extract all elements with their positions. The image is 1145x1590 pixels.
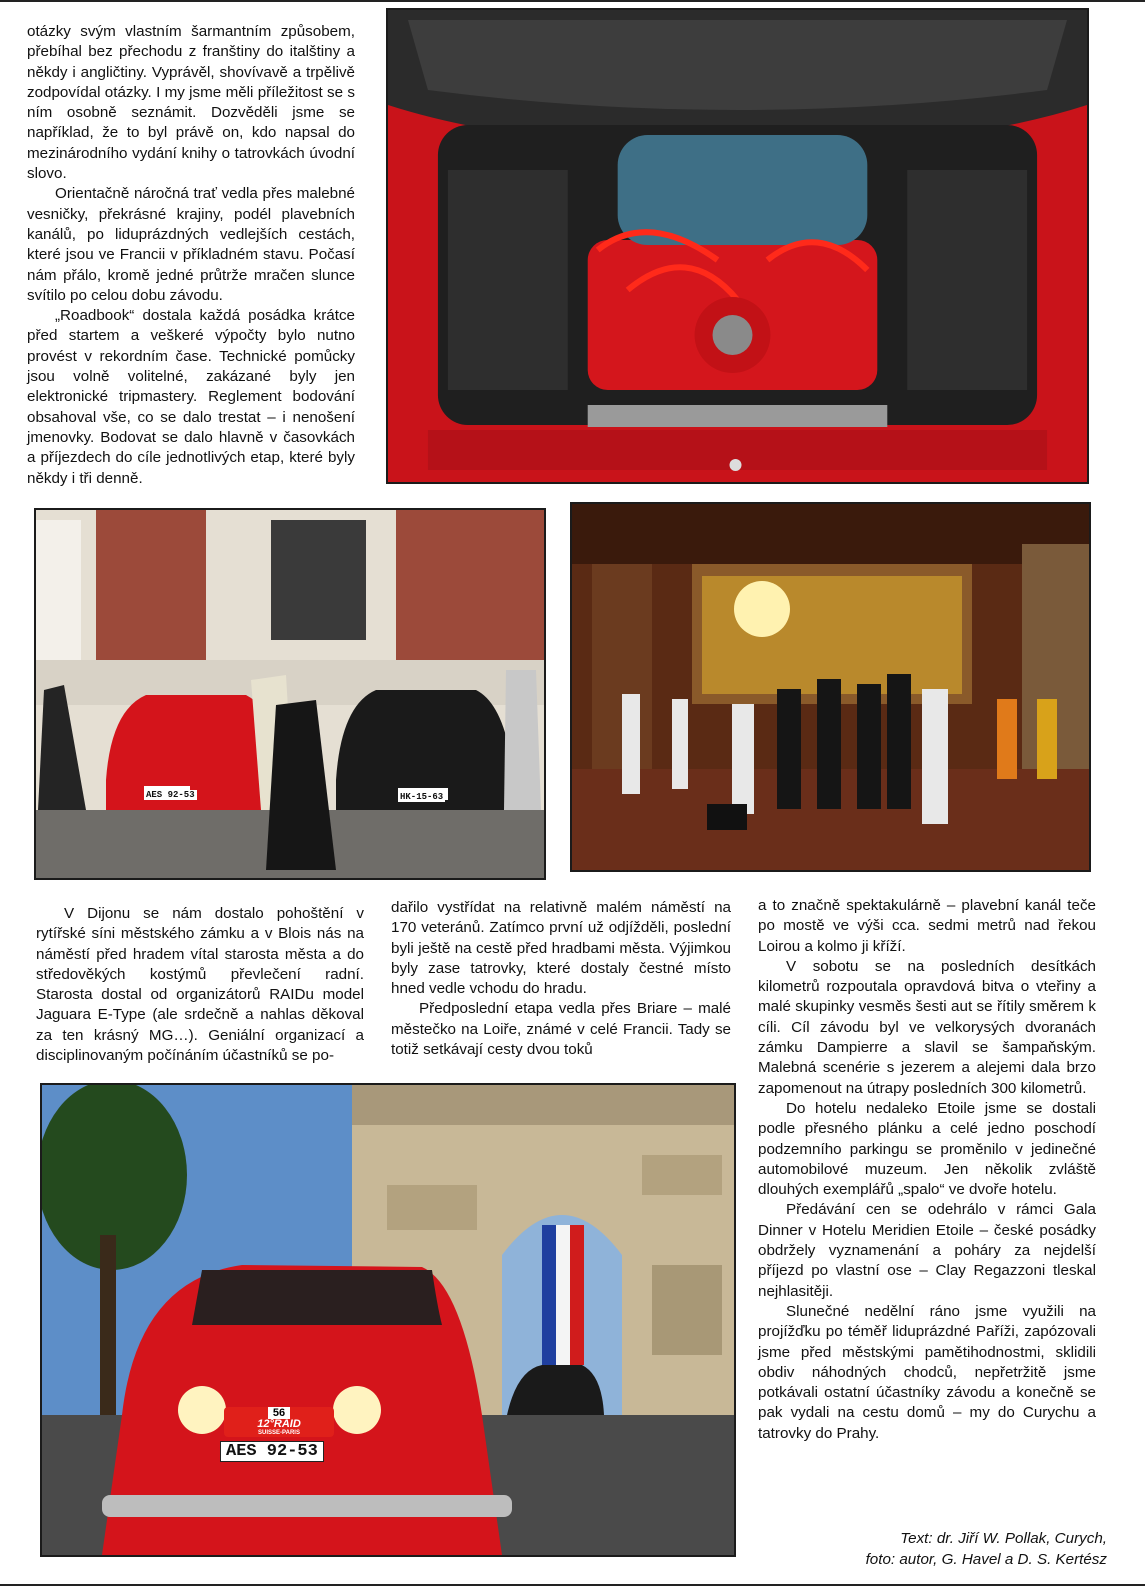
credit-text: Text: dr. Jiří W. Pollak, Curych, [900,1530,1107,1547]
text-column-top-left [27,22,355,489]
paragraph: V Dijonu se nám dostalo pohoštění v rytířské síni městského zámku a v Blois nás na náměstí před hradem vítal starosta města a do středověkých kostýmů převlečení radní. Starosta dostal od organizátorů RAIDu model Jaguara E-Type (ale srdečně a nahlas děkoval za ten krásný MG…). Geniální organizací a disciplinovaným počínáním účastníků se po- [36,905,364,1065]
paragraph: otázky svým vlastním šarmantním způsobem, přebíhal bez přechodu z franštiny do italštiny a někdy i angličtiny. Vyprávěl, shovívavě a trpělivě zodpovídal otázky. I my jsme měli příležitost se s ním osobně seznámit. Dozvěděli jsme se například, že to byl právě on, kdo napsal do mezinárodního vydání knihy o tatrovkách úvodní slovo. [27,23,355,183]
license-plate-left: AES 92-53 [146,790,195,800]
paragraph: V sobotu se na posledních desítkách kilometrů rozpoutala opravdová bitva o vteřiny a malé skupinky vesměs šesti aut se řítily směrem k cíli. Cíl závodu byl ve velkorysých dvoranách zámku Dampierre a slavil se šampaňským. Malebná scenérie s jezerem a alejemi dala brzo zapomenout na útrapy posledních 300 kilometrů. [758,957,1096,1097]
text-column-middle-left [36,904,364,1066]
paragraph: Předposlední etapa vedla přes Briare – malé městečko na Loiře, známé v celé Francii. Tady se totiž setkávají cesty dvou toků [391,1000,731,1059]
credit-photo: foto: autor, G. Havel a D. S. Kertész [865,1551,1107,1568]
paragraph: Orientačně náročná trať vedla přes malebné vesničky, překrásné krajiny, podél plavebních kanálů, po liduprázdných vedlejších cestách, které jsou ve Francii v příkladném stavu. Počasí nám přálo, kromě jedné průtrže mračen slunce svítilo po celou dobu závodu. [27,185,355,304]
photo-tatra-engine-bay [386,8,1089,484]
photo-blois-castle-cars [34,508,546,880]
paragraph: Do hotelu nedaleko Etoile jsme se dostali podle přesného plánku a celé jedno poschodí podzemního parkingu se proměnilo v jedinečné automobilové muzeum. Jen několik zvláště dlouhých exemplářů „spalo“ ve dvoře hotelu. [758,1099,1096,1199]
photo-arc-de-triomphe-tatra [40,1083,736,1557]
text-column-right [758,896,1096,1444]
paragraph: „Roadbook“ dostala každá posádka krátce před startem a veškeré výpočty bylo nutno provést v rekordním čase. Technické pomůcky jsou volně volitelné, zakázané byly jen elektronické tripmastery. Reglement bodování obsahoval vše, co se dalo trestat – i nenošení jmenovky. Bodovat se dalo hlavně v časovkách a příjezdech do cíle jednotlivých etap, které byly někdy i tři denně. [27,307,355,487]
paragraph: Slunečné nedělní ráno jsme využili na projížďku po téměř liduprázdné Paříži, zapózovali jsme před městskými pamětihodnostmi, sklidili obdiv náhodných chodců, nepřetržitě jsme potkávali ostatní účastníky závodu a konečně se pak vydali na cestu domů – my do Curychu a tatrovky do Prahy. [758,1302,1096,1442]
rally-sub: SUISSE-PARIS [258,1430,300,1436]
bottom-rule [0,1584,1145,1586]
photo-chateau-hall-reception [570,502,1091,872]
paragraph: dařilo vystřídat na relativně malém náměstí na 170 veteránů. Zatímco první už odjížděli, poslední byli ještě na cestě před hradbami města. Výjimkou byly zase tatrovky, které dostaly čestné místo hned vedle vchodu do hradu. [391,899,731,998]
license-plate-paris: AES 92-53 [220,1441,324,1462]
text-column-middle-center [391,898,731,1060]
credits [866,1528,1107,1570]
paragraph: a to značně spektakulárně – plavební kanál teče po mostě ve výši cca. sedmi metrů nad řekou Loirou a kolmo ji kříží. [758,897,1096,955]
rally-number: 56 [268,1407,290,1419]
rally-name: 12°RAID [257,1418,301,1430]
top-rule [0,0,1145,2]
paragraph: Předávání cen se odehrálo v rámci Gala Dinner v Hotelu Meridien Etoile – české posádky obdržely vyznamenání a poháry za nejdelší příjezd po vlastní ose – Clay Regazzoni tleskal nejhlasitěji. [758,1201,1096,1300]
rally-plaque [224,1407,334,1437]
license-plate-right: HK-15-63 [400,792,444,802]
